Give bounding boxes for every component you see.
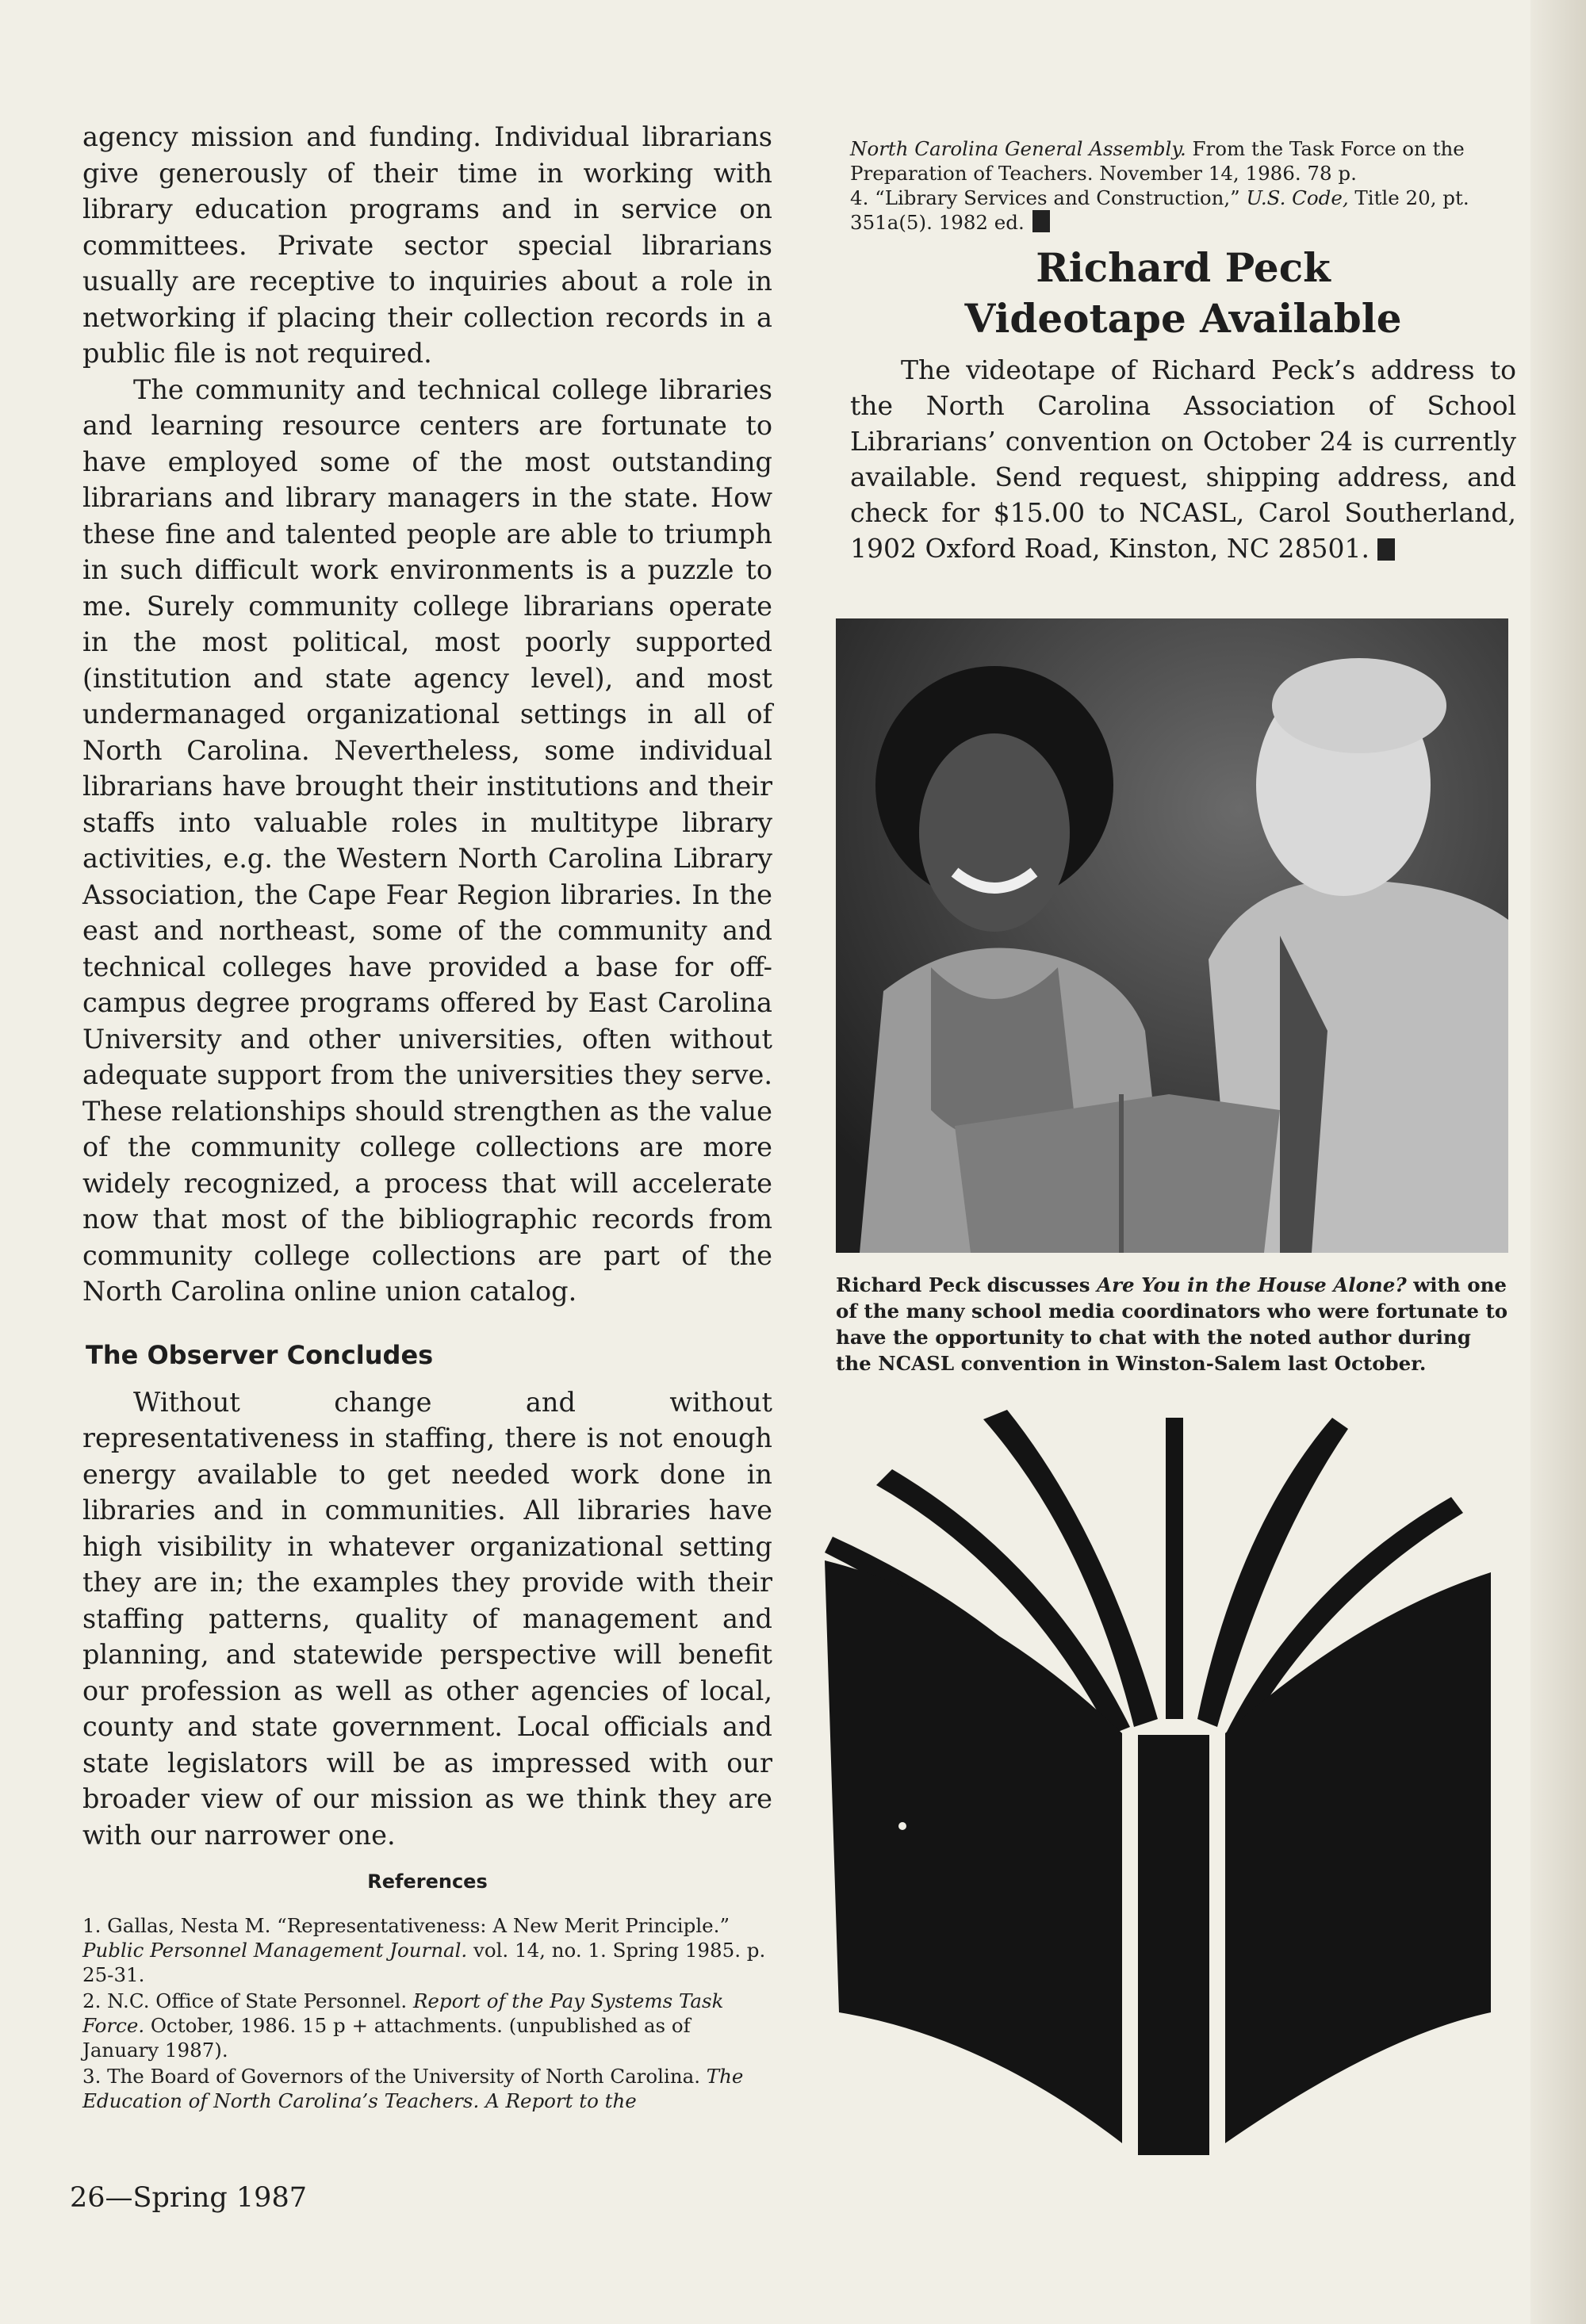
open-book-graphic — [825, 1410, 1491, 2155]
reference-1: 1. Gallas, Nesta M. “Representativeness: A New Merit Principle.” Public Personnel Management Journal. vol. 14, no. 1. Spring 1985. p. 25-31. — [82, 1914, 766, 1986]
section-heading-observer-concludes: The Observer Concludes — [86, 1339, 434, 1370]
open-book-icon — [825, 1410, 1491, 2155]
left-column — [82, 119, 772, 2115]
page-edge-shadow — [1530, 0, 1586, 2324]
right-column — [850, 136, 1516, 566]
references-heading: References — [367, 1870, 488, 1893]
photo-caption: Richard Peck discusses Are You in the House Alone? with one of the many school media coordinators who were fortunate to have the opportunity to chat with the noted author during the NCASL convention in Winston-Salem last October. — [836, 1273, 1508, 1375]
page-folio: 26—Spring 1987 — [70, 2182, 307, 2214]
paragraph-conclusion: Without change and without representativeness in staffing, there is not enough energy available to get needed work done in libraries and in communities. All libraries have high visibility in whatever organizational setting they are in; the examples they provide with their staffing patterns, quality of management and planning, and statewide perspective will benefit our profession as well as other agencies of local, county and state government. Local officials and state legislators will be as impressed with our broader view of our mission as we think they are with our narrower one. — [82, 1386, 772, 1851]
article-title — [850, 243, 1516, 344]
reference-4: 4. “Library Services and Construction,” U.S. Code, Title 20, pt. 351a(5). 1982 ed. — [850, 186, 1469, 234]
photo-richard-peck — [836, 618, 1508, 1253]
end-mark-icon — [1032, 210, 1050, 232]
reference-2: 2. N.C. Office of State Personnel. Report of the Pay Systems Task Force. October, 1986. 15 p + attachments. (unpublished as of January 1987). — [82, 1989, 724, 2062]
reference-3: 3. The Board of Governors of the University of North Carolina. The Education of North Carolina’s Teachers. A Report to the — [82, 2065, 744, 2112]
article-body: The videotape of Richard Peck’s address to the North Carolina Association of School Librarians’ convention on October 24 is currently available. Send request, shipping address, and check for $15.00 to NCASL, Carol Southerland, 1902 Oxford Road, Kinston, NC 28501. — [850, 354, 1516, 564]
paragraph-community-colleges: The community and technical college libraries and learning resource centers are fortunate to have employed some of the most outstanding librarians and library managers in the state. How these fine and talented people are able to triumph in such difficult work environments is a puzzle to me. Surely community college librarians operate in the most political, most poorly supported (institution and state agency level), and most undermanaged organizational settings in all of North Carolina. Nevertheless, some individual librarians have brought their institutions and their staffs into valuable roles in multitype library activities, e.g. the Western North Carolina Library Association, the Cape Fear Region libraries. In the east and northeast, some of the community and technical colleges have provided a base for off-campus degree programs offered by East Carolina University and other universities, often without adequate support from the universities they serve. These relationships should strengthen as the value of the community college collections are more widely recognized, a process that will accelerate now that most of the bibliographic records from community college collections are part of the North Carolina online union catalog. — [82, 373, 772, 1307]
article-title-line-1: Richard Peck — [1036, 244, 1331, 291]
end-mark-icon — [1377, 538, 1395, 561]
reference-3-continued: North Carolina General Assembly. From the Task Force on the Preparation of Teachers. November 14, 1986. 78 p. — [850, 137, 1465, 185]
photo-illustration — [836, 618, 1508, 1253]
article-title-line-2: Videotape Available — [964, 295, 1402, 342]
paragraph-agency-mission: agency mission and funding. Individual librarians give generously of their time in working with library education programs and in service on committees. Private sector special librarians usually are receptive to inquiries about a role in networking if placing their collection records in a public file is not required. — [82, 121, 772, 369]
